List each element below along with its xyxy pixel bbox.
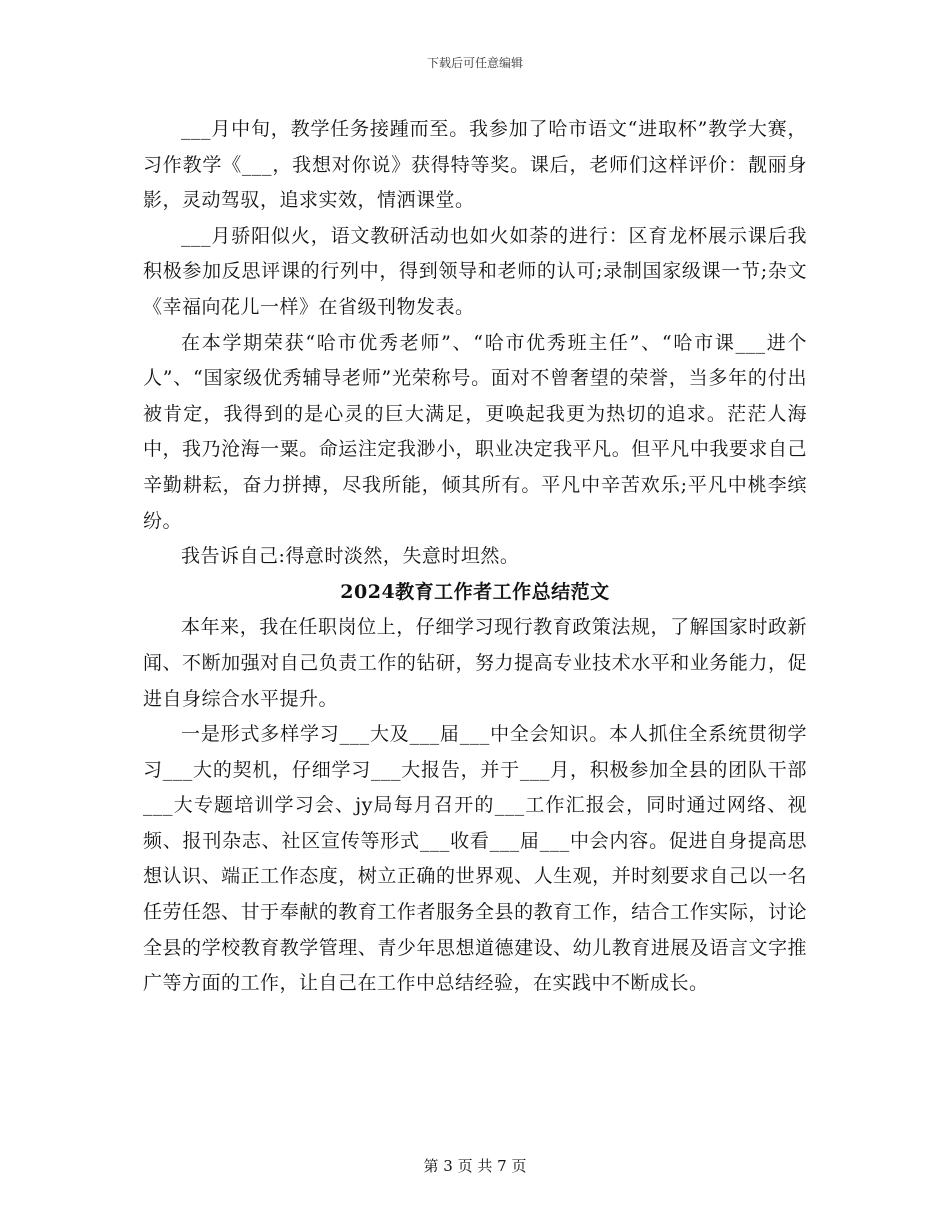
body-paragraph: ___月骄阳似火，语文教研活动也如火如荼的进行：区育龙杯展示课后我积极参加反思评课的行列中，得到领导和老师的认可;录制国家级课一节;杂文《幸福向花儿一样》在省级刊物发表。 xyxy=(143,224,807,318)
body-paragraph: 本年来，我在任职岗位上，仔细学习现行教育政策法规，了解国家时政新闻、不断加强对自己负责工作的钻研，努力提高专业技术水平和业务能力，促进自身综合水平提升。 xyxy=(143,616,807,710)
header-note: 下载后可任意编辑 xyxy=(426,56,523,70)
document-body xyxy=(143,112,807,1002)
body-paragraph: 在本学期荣获“哈市优秀老师”、“哈市优秀班主任”、“哈市课___进个人”、“国家级优秀辅导老师”光荣称号。面对不曾奢望的荣誉，当多年的付出被肯定，我得到的是心灵的巨大满足，更唤起我更为热切的追求。茫茫人海中，我乃沧海一粟。命运注定我渺小，职业决定我平凡。但平凡中我要求自己辛勤耕耘，奋力拼搏，尽我所能，倾其所有。平凡中辛苦欢乐;平凡中桃李缤纷。 xyxy=(143,331,807,532)
body-paragraph: 一是形式多样学习___大及___届___中全会知识。本人抓住全系统贯彻学习___大的契机，仔细学习___大报告，并于___月，积极参加全县的团队干部___大专题培训学习会、jy局每月召开的___工作汇报会，同时通过网络、视频、报刊杂志、社区宣传等形式___收看___届___中会内容。促进自身提高思想认识、端正工作态度，树立正确的世界观、人生观，并时刻要求自己以一名任劳任怨、甘于奉献的教育工作者服务全县的教育工作，结合工作实际，讨论全县的学校教育教学管理、青少年思想道德建设、幼儿教育进展及语言文字推广等方面的工作，让自己在工作中总结经验，在实践中不断成长。 xyxy=(143,723,807,995)
section-title: 2024教育工作者工作总结范文 xyxy=(340,580,610,603)
body-paragraph: 我告诉自己:得意时淡然，失意时坦然。 xyxy=(181,545,520,568)
body-paragraph: ___月中旬，教学任务接踵而至。我参加了哈市语文“进取杯”教学大赛，习作教学《___，我想对你说》获得特等奖。课后，老师们这样评价：靓丽身影，灵动驾驭，追求实效，情洒课堂。 xyxy=(143,118,807,212)
page-number: 第 3 页 共 7 页 xyxy=(423,1157,527,1175)
